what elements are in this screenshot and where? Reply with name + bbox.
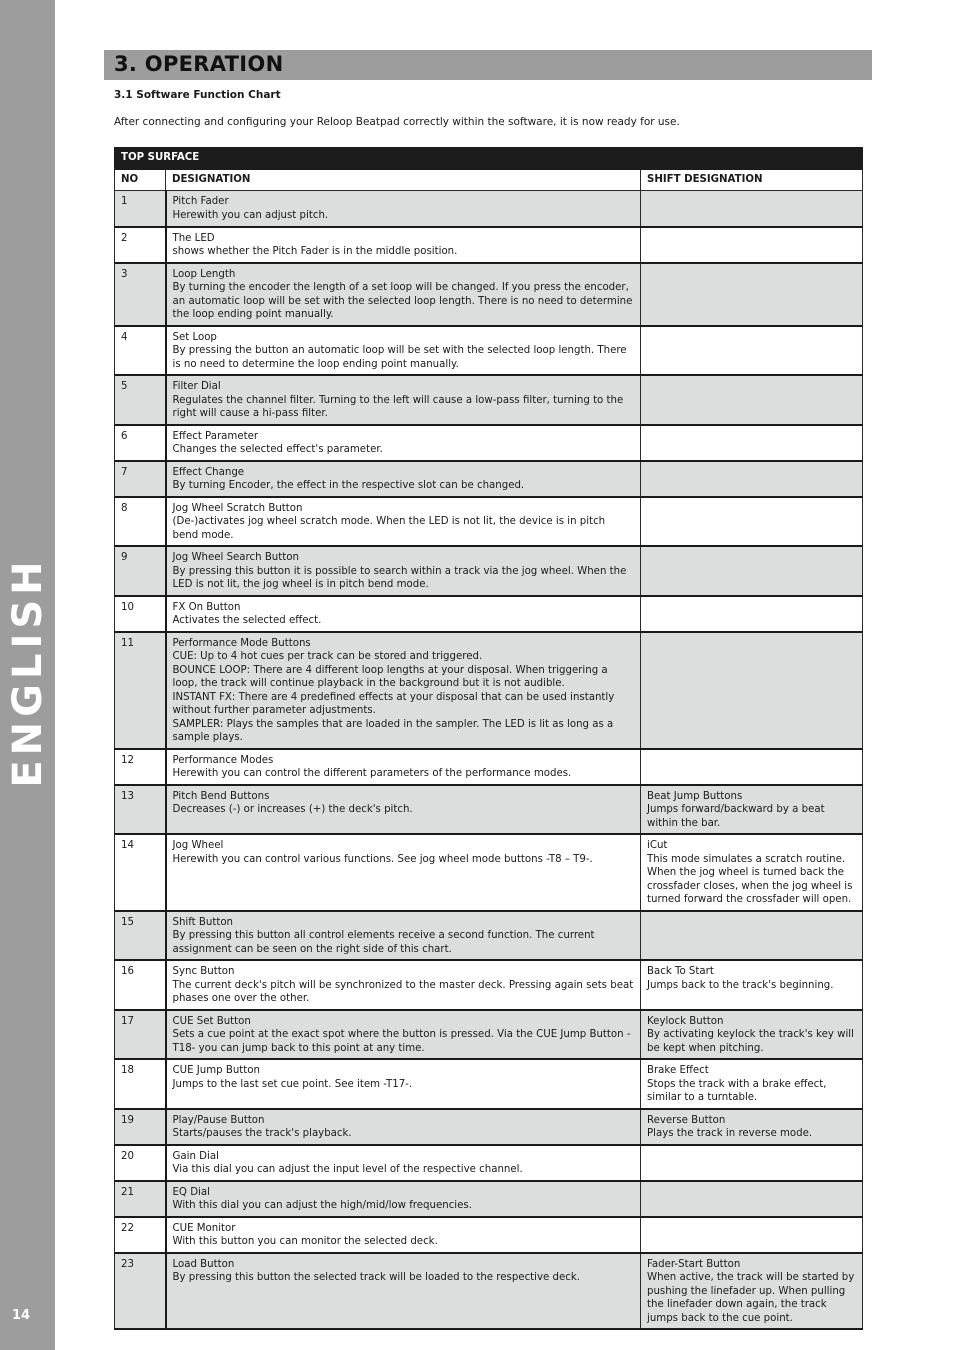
designation-title: Jog Wheel Scratch Button (172, 502, 303, 514)
designation-title: Pitch Bend Buttons (172, 790, 270, 802)
designation-title: Effect Change (172, 466, 245, 478)
shift-title: Back To Start (647, 966, 714, 977)
designation-cell (166, 1109, 641, 1145)
row-number: 3 (115, 263, 166, 326)
designation-cell (166, 1253, 641, 1330)
row-number: 2 (115, 227, 166, 263)
row-number: 19 (115, 1109, 166, 1145)
designation-description: By pressing the button an automatic loop will be set with the selected loop length. There is no need to determine the loop ending point manually. (172, 345, 627, 370)
table-row (115, 425, 863, 461)
designation-title: Jog Wheel (172, 840, 224, 851)
table-row (115, 326, 863, 376)
designation-description: CUE: Up to 4 hot cues per track can be stored and triggered. BOUNCE LOOP: There are 4 different loop lengths at your disposal. When triggering a loop, the track will continue playback in the background but it is not audible. INSTANT FX: There are 4 predefined effects at your disposal that can be used instantly without further parameter adjustments. SAMPLER: Plays the samples that are loaded in the sampler. The LED is lit as long as a sample plays. (172, 651, 615, 743)
shift-description: Jumps back to the track's beginning. (647, 979, 834, 991)
column-header-shift: SHIFT DESIGNATION (641, 170, 863, 191)
row-number: 23 (115, 1253, 166, 1330)
designation-cell (166, 1181, 641, 1217)
table-row (115, 749, 863, 785)
designation-title: CUE Set Button (172, 1015, 251, 1027)
table-row (115, 834, 863, 911)
designation-cell (166, 1059, 641, 1109)
table-row (115, 497, 863, 547)
row-number: 10 (115, 596, 166, 632)
shift-designation-cell (641, 461, 863, 497)
designation-cell (166, 596, 641, 632)
row-number: 8 (115, 497, 166, 547)
shift-description: By activating keylock the track's key will be kept when pitching. (647, 1029, 854, 1054)
shift-designation-cell (641, 546, 863, 596)
designation-cell (166, 425, 641, 461)
shift-designation-cell (641, 227, 863, 263)
row-number: 4 (115, 326, 166, 376)
row-number: 7 (115, 461, 166, 497)
shift-title: Brake Effect (647, 1065, 709, 1076)
table-row (115, 596, 863, 632)
shift-description: Jumps forward/backward by a beat within the bar. (647, 804, 825, 829)
designation-description: shows whether the Pitch Fader is in the middle position. (172, 246, 458, 257)
designation-title: Effect Parameter (172, 430, 259, 442)
designation-description: Jumps to the last set cue point. See item -T17-. (172, 1078, 413, 1090)
shift-designation-cell (641, 749, 863, 785)
designation-title: Performance Modes (172, 754, 274, 766)
designation-title: Filter Dial (172, 381, 221, 392)
shift-title: Beat Jump Buttons (647, 790, 743, 802)
designation-cell (166, 1145, 641, 1181)
shift-designation-cell (641, 785, 863, 835)
table-row (115, 785, 863, 835)
table-caption-row (115, 148, 863, 170)
table-row (115, 1253, 863, 1330)
designation-cell (166, 632, 641, 749)
shift-designation-cell (641, 1253, 863, 1330)
shift-designation-cell (641, 326, 863, 376)
row-number: 9 (115, 546, 166, 596)
shift-description: Plays the track in reverse mode. (647, 1128, 813, 1139)
designation-cell (166, 227, 641, 263)
shift-designation-cell (641, 1217, 863, 1253)
shift-designation-cell (641, 191, 863, 227)
shift-description: This mode simulates a scratch routine. When the jog wheel is turned back the crossfader closes, when the jog wheel is turned forward the crossfader will open. (647, 853, 853, 905)
designation-title: Performance Mode Buttons (172, 637, 311, 649)
designation-cell (166, 326, 641, 376)
shift-designation-cell (641, 960, 863, 1010)
row-number: 6 (115, 425, 166, 461)
designation-description: The current deck's pitch will be synchronized to the master deck. Pressing again sets beat phases one over the other. (172, 979, 634, 1004)
shift-title: Reverse Button (647, 1114, 726, 1126)
designation-title: Gain Dial (172, 1150, 219, 1162)
shift-title: iCut (647, 840, 668, 851)
table-row (115, 227, 863, 263)
section-header-bar (104, 50, 872, 80)
designation-description: By pressing this button the selected track will be loaded to the respective deck. (172, 1272, 581, 1283)
designation-description: Decreases (-) or increases (+) the deck's pitch. (172, 804, 413, 815)
column-header-designation: DESIGNATION (166, 170, 641, 191)
designation-description: (De-)activates jog wheel scratch mode. When the LED is not lit, the device is in pitch bend mode. (172, 516, 606, 541)
designation-cell (166, 911, 641, 961)
shift-designation-cell (641, 1059, 863, 1109)
row-number: 13 (115, 785, 166, 835)
designation-description: Starts/pauses the track's playback. (172, 1128, 352, 1139)
shift-designation-cell (641, 1145, 863, 1181)
designation-description: Sets a cue point at the exact spot where the button is pressed. Via the CUE Jump Button -T18- you can jump back to this point at any time. (172, 1029, 631, 1054)
function-chart-table (114, 147, 863, 1330)
designation-title: Load Button (172, 1258, 235, 1270)
shift-title: Fader-Start Button (647, 1258, 741, 1270)
row-number: 12 (115, 749, 166, 785)
table-row (115, 1010, 863, 1060)
designation-description: Herewith you can adjust pitch. (172, 209, 329, 221)
designation-description: Changes the selected effect's parameter. (172, 444, 383, 455)
table-row (115, 263, 863, 326)
shift-designation-cell (641, 1010, 863, 1060)
shift-designation-cell (641, 632, 863, 749)
shift-designation-cell (641, 425, 863, 461)
row-number: 5 (115, 375, 166, 425)
designation-title: Jog Wheel Search Button (172, 552, 299, 563)
row-number: 1 (115, 191, 166, 227)
designation-description: By pressing this button all control elements receive a second function. The current assignment can be seen on the right side of this chart. (172, 930, 595, 955)
language-label: ENGLISH (5, 556, 51, 788)
designation-title: Shift Button (172, 916, 234, 928)
designation-title: Sync Button (172, 966, 235, 977)
row-number: 14 (115, 834, 166, 911)
shift-designation-cell (641, 263, 863, 326)
designation-cell (166, 960, 641, 1010)
row-number: 16 (115, 960, 166, 1010)
designation-cell (166, 1217, 641, 1253)
table-row (115, 1181, 863, 1217)
section-title: 3. OPERATION (114, 52, 284, 76)
designation-cell (166, 263, 641, 326)
designation-title: The LED (172, 232, 215, 244)
designation-title: Pitch Fader (172, 196, 229, 207)
table-row (115, 375, 863, 425)
designation-description: Activates the selected effect. (172, 615, 322, 626)
shift-designation-cell (641, 834, 863, 911)
table-header-row (115, 170, 863, 191)
designation-cell (166, 461, 641, 497)
table-row (115, 1109, 863, 1145)
designation-cell (166, 375, 641, 425)
designation-cell (166, 191, 641, 227)
row-number: 15 (115, 911, 166, 961)
table-row (115, 960, 863, 1010)
shift-designation-cell (641, 497, 863, 547)
designation-description: Regulates the channel filter. Turning to the left will cause a low-pass filter, turning to the right will cause a hi-pass filter. (172, 394, 624, 419)
column-header-no: NO (115, 170, 166, 191)
shift-designation-cell (641, 1109, 863, 1145)
row-number: 11 (115, 632, 166, 749)
row-number: 18 (115, 1059, 166, 1109)
designation-title: CUE Monitor (172, 1222, 236, 1234)
designation-cell (166, 785, 641, 835)
table-row (115, 632, 863, 749)
designation-title: Loop Length (172, 268, 236, 280)
designation-cell (166, 1010, 641, 1060)
designation-title: Play/Pause Button (172, 1114, 265, 1126)
page-number: 14 (12, 1308, 31, 1323)
designation-title: EQ Dial (172, 1186, 210, 1198)
table-row (115, 1059, 863, 1109)
table-row (115, 191, 863, 227)
table-row (115, 1217, 863, 1253)
designation-title: FX On Button (172, 601, 241, 613)
table-row (115, 1145, 863, 1181)
table-row (115, 546, 863, 596)
table-caption: TOP SURFACE (115, 148, 863, 170)
table-body (115, 191, 863, 1330)
designation-description: Herewith you can control the different parameters of the performance modes. (172, 768, 572, 779)
row-number: 20 (115, 1145, 166, 1181)
row-number: 22 (115, 1217, 166, 1253)
designation-description: Via this dial you can adjust the input level of the respective channel. (172, 1164, 523, 1175)
shift-designation-cell (641, 375, 863, 425)
designation-cell (166, 497, 641, 547)
designation-title: CUE Jump Button (172, 1065, 260, 1076)
designation-description: By turning the encoder the length of a set loop will be changed. If you press the encoder, an automatic loop will be set with the selected loop length. There is no need to determine the loop ending point manually. (172, 282, 633, 320)
designation-cell (166, 834, 641, 911)
intro-paragraph: After connecting and configuring your Reloop Beatpad correctly within the software, it is now ready for use. (114, 116, 680, 128)
designation-description: With this button you can monitor the selected deck. (172, 1236, 438, 1247)
table-row (115, 911, 863, 961)
shift-title: Keylock Button (647, 1015, 724, 1027)
row-number: 17 (115, 1010, 166, 1060)
shift-designation-cell (641, 596, 863, 632)
designation-description: By turning Encoder, the effect in the respective slot can be changed. (172, 480, 525, 491)
shift-description: Stops the track with a brake effect, similar to a turntable. (647, 1078, 827, 1103)
table-row (115, 461, 863, 497)
designation-cell (166, 749, 641, 785)
shift-description: When active, the track will be started by pushing the linefader up. When pulling the linefader down again, the track jumps back to the cue point. (647, 1272, 855, 1324)
designation-description: With this dial you can adjust the high/mid/low frequencies. (172, 1200, 472, 1211)
designation-description: Herewith you can control various functions. See jog wheel mode buttons -T8 – T9-. (172, 853, 593, 865)
subsection-title: 3.1 Software Function Chart (114, 89, 281, 101)
designation-cell (166, 546, 641, 596)
shift-designation-cell (641, 1181, 863, 1217)
shift-designation-cell (641, 911, 863, 961)
designation-description: By pressing this button it is possible to search within a track via the jog wheel. When the LED is not lit, the jog wheel is in pitch bend mode. (172, 565, 627, 590)
row-number: 21 (115, 1181, 166, 1217)
language-sidebar (0, 0, 55, 1350)
designation-title: Set Loop (172, 331, 217, 343)
